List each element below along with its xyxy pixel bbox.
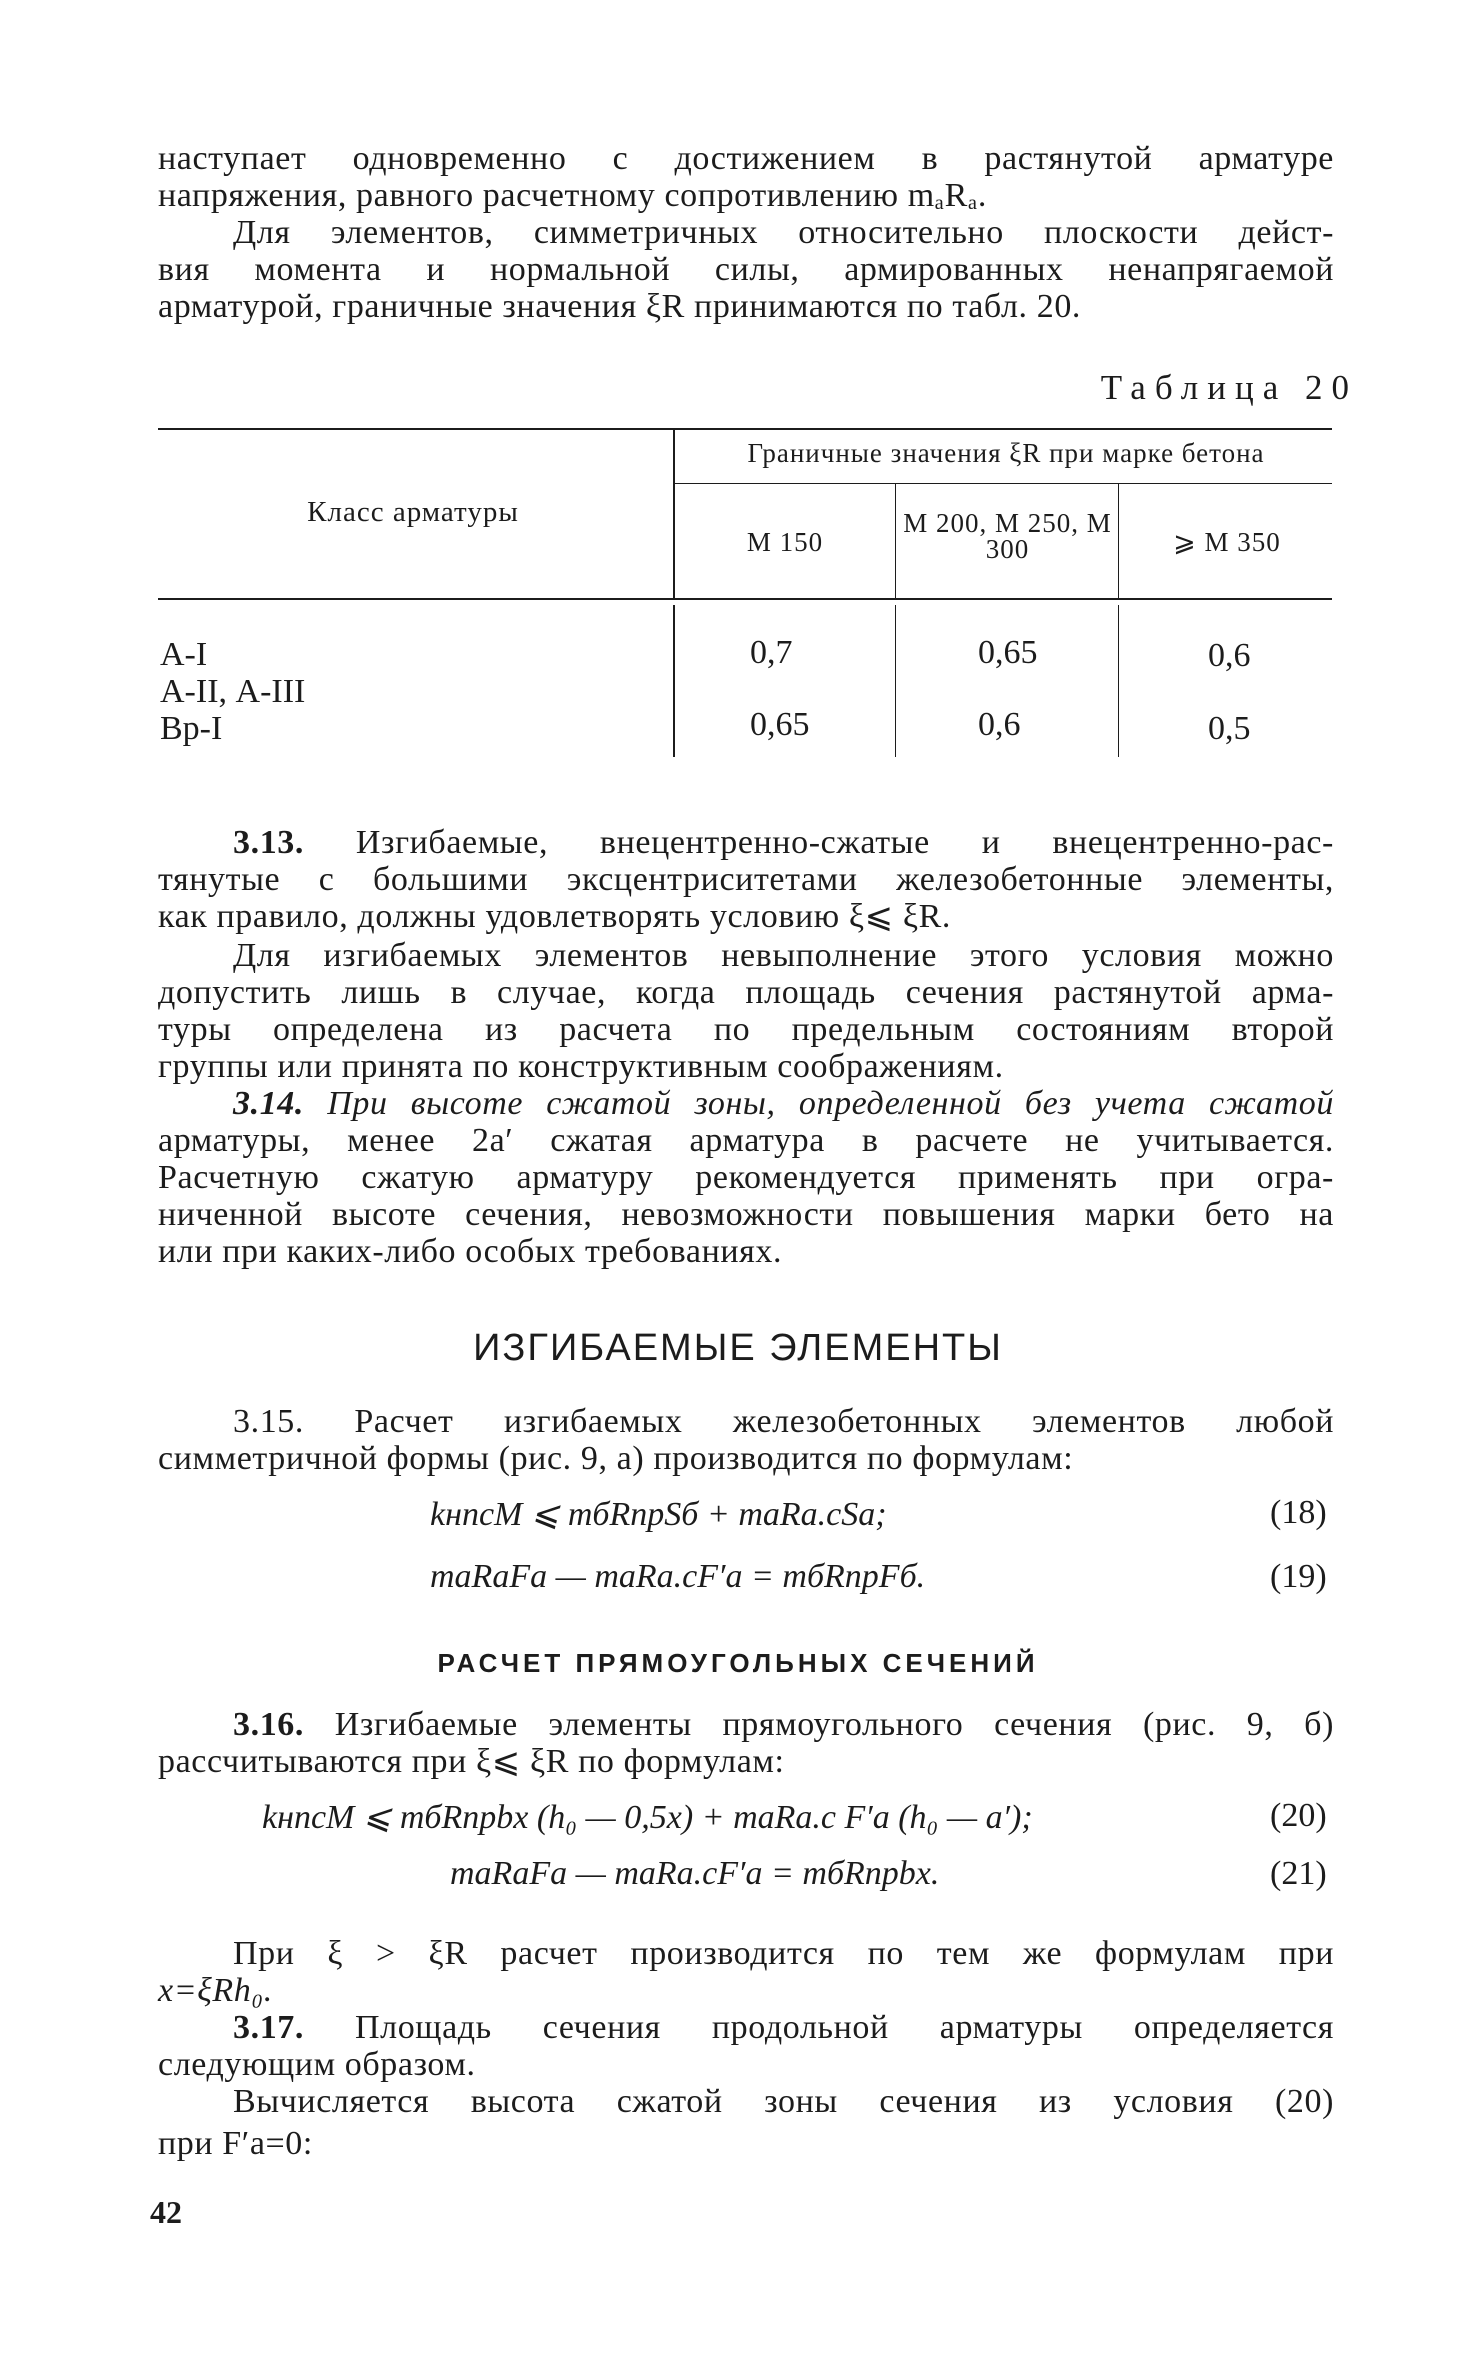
table-caption: Таблица 20 — [1100, 368, 1358, 407]
text-line: наступает одновременно с достижением в растянутой арматуре — [158, 140, 1334, 177]
table-top-rule — [158, 428, 1332, 430]
table-divider — [1118, 483, 1119, 598]
text-line: рассчитываются при ξ⩽ ξR по формулам: — [158, 1743, 785, 1780]
table-cell: 0,65 — [978, 634, 1038, 671]
text-line: следующим образом. — [158, 2046, 476, 2083]
text-line: При высоте сжатой зоны, определенной без учета сжатой — [327, 1085, 1334, 1122]
table-column-header: М 200, М 250, М 300 — [903, 508, 1112, 564]
text-line: При ξ > ξR расчет производится по тем же формулам при — [233, 1935, 1334, 1972]
text-line: арматурой, граничные значения ξR принимаются по табл. 20. — [158, 288, 1082, 325]
table-divider — [1118, 605, 1119, 757]
table-divider — [895, 483, 896, 598]
formula-20: kнnсM ⩽ mбRпрbx (h₀ — 0,5x) + mаRа.с F′а (h₀ — a′); — [262, 1799, 1033, 1836]
table-column-header: М 150 — [746, 527, 824, 557]
section-3-13 — [158, 824, 1334, 935]
text-line: тянутые с большими эксцентриситетами железобетонные элементы, — [158, 861, 1334, 898]
section-3-14 — [158, 1085, 1334, 1270]
table-row-label: Вр-I — [160, 710, 223, 747]
paragraph-calc — [158, 2083, 1334, 2168]
formula-18: kнnсM ⩽ mбRпрSб + mаRа.сSа; — [430, 1496, 887, 1533]
table-divider — [895, 605, 896, 757]
text-line: вия момента и нормальной силы, армированных ненапрягаемой — [158, 251, 1334, 288]
formula-number: (18) — [1270, 1494, 1327, 1531]
text-line: Для изгибаемых элементов невыполнение этого условия можно — [233, 937, 1334, 974]
text-line: Расчет изгибаемых железобетонных элементов любой — [354, 1403, 1334, 1440]
table-divider — [673, 428, 675, 598]
formula-19: mаRаFа — mаRа.сF′а = mбRпрFб. — [430, 1558, 926, 1595]
table-cell: 0,65 — [750, 706, 810, 743]
text-line: как правило, должны удовлетворять условию ξ⩽ ξR. — [158, 898, 951, 935]
formula-21: mаRаFа — mаRа.сF′а = mбRпрbx. — [450, 1855, 940, 1892]
table-row-label: А-I — [160, 636, 208, 673]
table-header-group: Граничные значения ξR при марке бетона — [747, 438, 1265, 468]
table-cell: 0,6 — [978, 706, 1021, 743]
formula-number: (19) — [1270, 1558, 1327, 1595]
text-line: x=ξRh₀. — [158, 1972, 273, 2009]
table-divider — [673, 483, 1332, 484]
text-line: или при каких-либо особых требованиях. — [158, 1233, 783, 1270]
text-line: Вычисляется высота сжатой зоны сечения из условия (20) — [233, 2083, 1334, 2120]
table-cell: 0,7 — [750, 634, 793, 671]
section-number: 3.15. — [233, 1403, 304, 1440]
table-divider — [673, 605, 675, 757]
text-line: туры определена из расчета по предельным состояниям второй — [158, 1011, 1334, 1048]
table-header-rule — [158, 598, 1332, 600]
text-line: допустить лишь в случае, когда площадь сечения растянутой арма- — [158, 974, 1334, 1011]
section-3-15 — [158, 1403, 1334, 1477]
text-line: симметричной формы (рис. 9, а) производится по формулам: — [158, 1440, 1074, 1477]
section-number: 3.16. — [233, 1706, 304, 1743]
text-line: при F′а=0: — [158, 2125, 313, 2162]
section-number: 3.17. — [233, 2009, 304, 2046]
text-line: Расчетную сжатую арматуру рекомендуется применять при огра- — [158, 1159, 1334, 1196]
paragraph-bending — [158, 937, 1334, 1085]
table-column-header: ⩾ М 350 — [1173, 527, 1281, 557]
section-number: 3.14. — [233, 1085, 304, 1122]
paragraph-symmetric — [158, 214, 1334, 325]
text-line: Изгибаемые, внецентренно-сжатые и внецентренно-рас- — [355, 824, 1334, 861]
text-line: напряжения, равного расчетному сопротивлению mₐRₐ. — [158, 177, 987, 214]
table-cell: 0,5 — [1208, 710, 1251, 747]
text-line: Для элементов, симметричных относительно плоскости дейст- — [233, 214, 1334, 251]
page-number: 42 — [150, 2194, 182, 2230]
formula-number: (20) — [1270, 1797, 1327, 1834]
table-header-class: Класс арматуры — [307, 496, 519, 528]
text-line: группы или принята по конструктивным соображениям. — [158, 1048, 1004, 1085]
table-cell: 0,6 — [1208, 637, 1251, 674]
section-3-17 — [158, 2009, 1334, 2083]
table-row-label: А-II, А-III — [160, 673, 306, 710]
formula-number: (21) — [1270, 1855, 1327, 1892]
paragraph-when — [158, 1935, 1334, 2009]
text-line: Изгибаемые элементы прямоугольного сечения (рис. 9, б) — [334, 1706, 1334, 1743]
text-line: Площадь сечения продольной арматуры определяется — [354, 2009, 1334, 2046]
intro-paragraph — [158, 140, 1334, 214]
text-line: арматуры, менее 2a′ сжатая арматура в расчете не учитывается. — [158, 1122, 1334, 1159]
section-number: 3.13. — [233, 824, 304, 861]
text-line: ниченной высоте сечения, невозможности повышения марки бето на — [158, 1196, 1334, 1233]
subsection-heading: РАСЧЕТ ПРЯМОУГОЛЬНЫХ СЕЧЕНИЙ — [437, 1648, 1039, 1678]
section-heading: ИЗГИБАЕМЫЕ ЭЛЕМЕНТЫ — [473, 1327, 1003, 1369]
section-3-16 — [158, 1706, 1334, 1780]
